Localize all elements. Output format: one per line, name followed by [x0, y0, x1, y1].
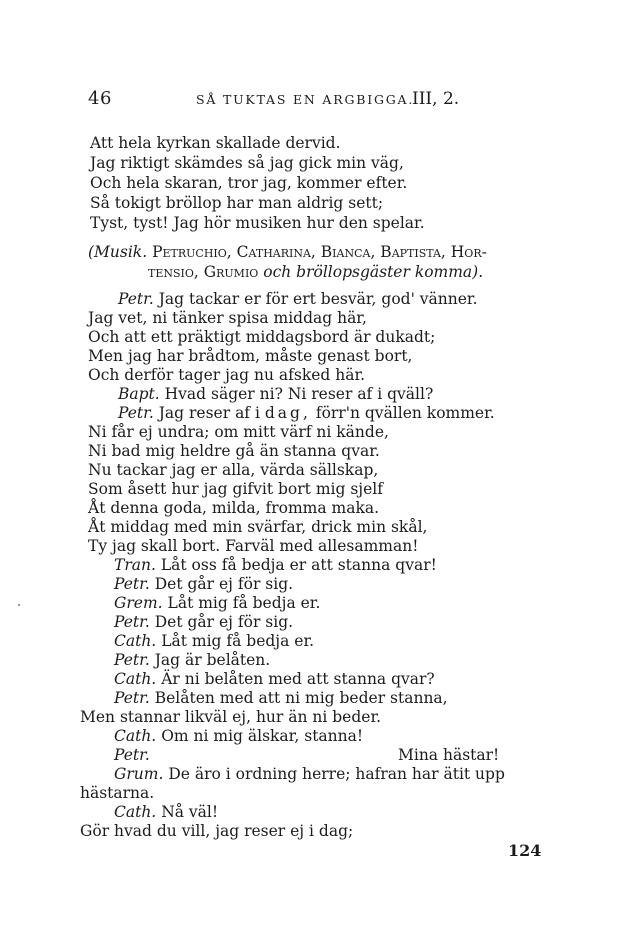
- speaker: Petr.: [118, 404, 154, 422]
- speech-text: Mina hästar!: [398, 746, 500, 764]
- speaker: Cath.: [114, 803, 157, 821]
- speaker: Tran.: [114, 556, 156, 574]
- speech-text: De äro i ordning herre; hafran har ätit upp: [168, 765, 505, 783]
- speaker: Petr.: [114, 575, 150, 593]
- verse-line: Men jag har brådtom, måste genast bort,: [88, 347, 413, 365]
- speech-line: [114, 632, 314, 650]
- speech-line: [114, 765, 505, 783]
- speech-text: Det går ej för sig.: [154, 575, 294, 593]
- speaker: Cath.: [114, 632, 157, 650]
- emphasis: dag,: [264, 404, 311, 422]
- speech-text: Låt oss få bedja er att stanna qvar!: [160, 556, 437, 574]
- verse-line: Som åsett hur jag gifvit bort mig sjelf: [88, 480, 383, 498]
- speech-text: Låt mig få bedja er.: [167, 594, 321, 612]
- stage-open: (Musik.: [88, 243, 148, 261]
- stage-direction: [148, 263, 483, 281]
- verse-line: Tyst, tyst! Jag hör musiken hur den spelar.: [90, 214, 425, 232]
- speech-text: Jag reser af i: [158, 404, 260, 422]
- speck: [18, 604, 20, 606]
- speech-line: [114, 689, 448, 707]
- verse-line: Ty jag skall bort. Farväl med allesamman!: [88, 537, 419, 555]
- verse-line: Att hela kyrkan skallade dervid.: [90, 134, 341, 152]
- verse-line: Och derför tager jag nu afsked här.: [88, 366, 366, 384]
- speaker: Petr.: [114, 613, 150, 631]
- verse-line: Ni får ej undra; om mitt värf ni kände,: [88, 423, 389, 441]
- speaker: Grem.: [114, 594, 163, 612]
- speech-text: förr'n qvällen kommer.: [315, 404, 495, 422]
- speaker: Cath.: [114, 727, 157, 745]
- speech-text: Jag är belåten.: [154, 651, 271, 669]
- signature-mark: 124: [508, 841, 542, 860]
- running-title: SÅ TUKTAS EN ARGBIGGA.: [196, 92, 415, 107]
- speech-text: Låt mig få bedja er.: [161, 632, 315, 650]
- verse-line: Ni bad mig heldre gå än stanna qvar.: [88, 442, 380, 460]
- speech-text: Om ni mig älskar, stanna!: [161, 727, 364, 745]
- speech-text: Nå väl!: [161, 803, 219, 821]
- stage-tail: och bröllopsgäster komma).: [263, 263, 484, 281]
- speaker: Petr.: [114, 746, 150, 764]
- speaker: Grum.: [114, 765, 164, 783]
- speech-line: [114, 670, 435, 688]
- speaker: Petr.: [114, 689, 150, 707]
- verse-line: Och hela skaran, tror jag, kommer efter.: [90, 174, 408, 192]
- stage-names: tensio, Grumio: [148, 263, 259, 281]
- speech-text: Belåten med att ni mig beder stanna,: [154, 689, 448, 707]
- speech-line: [114, 613, 293, 631]
- speaker: Cath.: [114, 670, 157, 688]
- speech-text: Jag tackar er för ert besvär, god' vänner.: [158, 290, 478, 308]
- speaker: Petr.: [118, 290, 154, 308]
- speech-line: [114, 727, 363, 745]
- speech-line: [114, 575, 293, 593]
- speaker: Bapt.: [118, 385, 160, 403]
- speech-text: Hvad säger ni? Ni reser af i qväll?: [164, 385, 434, 403]
- verse-line: Men stannar likväl ej, hur än ni beder.: [80, 708, 382, 726]
- verse-line: Jag vet, ni tänker spisa middag här,: [88, 309, 367, 327]
- speech-line: [118, 385, 433, 403]
- speaker: Petr.: [114, 651, 150, 669]
- verse-line: Nu tackar jag er alla, värda sällskap,: [88, 461, 379, 479]
- speech-line: [118, 290, 478, 308]
- stage-names: Petruchio, Catharina, Bianca, Baptista, Hor-: [152, 243, 487, 261]
- speech-line: [114, 594, 320, 612]
- verse-line: Gör hvad du vill, jag reser ej i dag;: [80, 822, 354, 840]
- speech-line: [114, 556, 437, 574]
- speech-text: Det går ej för sig.: [154, 613, 294, 631]
- speech-line: [114, 803, 218, 821]
- speech-text: Är ni belåten med att stanna qvar?: [161, 670, 435, 688]
- speech-line: [114, 746, 150, 764]
- verse-line: Åt denna goda, milda, fromma maka.: [88, 499, 380, 517]
- verse-line: Jag riktigt skämdes så jag gick min väg,: [90, 154, 404, 172]
- verse-line: Åt middag med min svärfar, drick min skål,: [88, 518, 428, 536]
- verse-line: Så tokigt bröllop har man aldrig sett;: [90, 194, 384, 212]
- act-scene: III, 2.: [412, 89, 460, 109]
- speech-line: [114, 651, 270, 669]
- verse-line: Och att ett präktigt middagsbord är dukadt;: [88, 328, 436, 346]
- page-number: 46: [88, 88, 112, 109]
- prose-line: hästarna.: [80, 784, 155, 802]
- stage-direction: [88, 243, 487, 261]
- speech-line: [118, 404, 495, 422]
